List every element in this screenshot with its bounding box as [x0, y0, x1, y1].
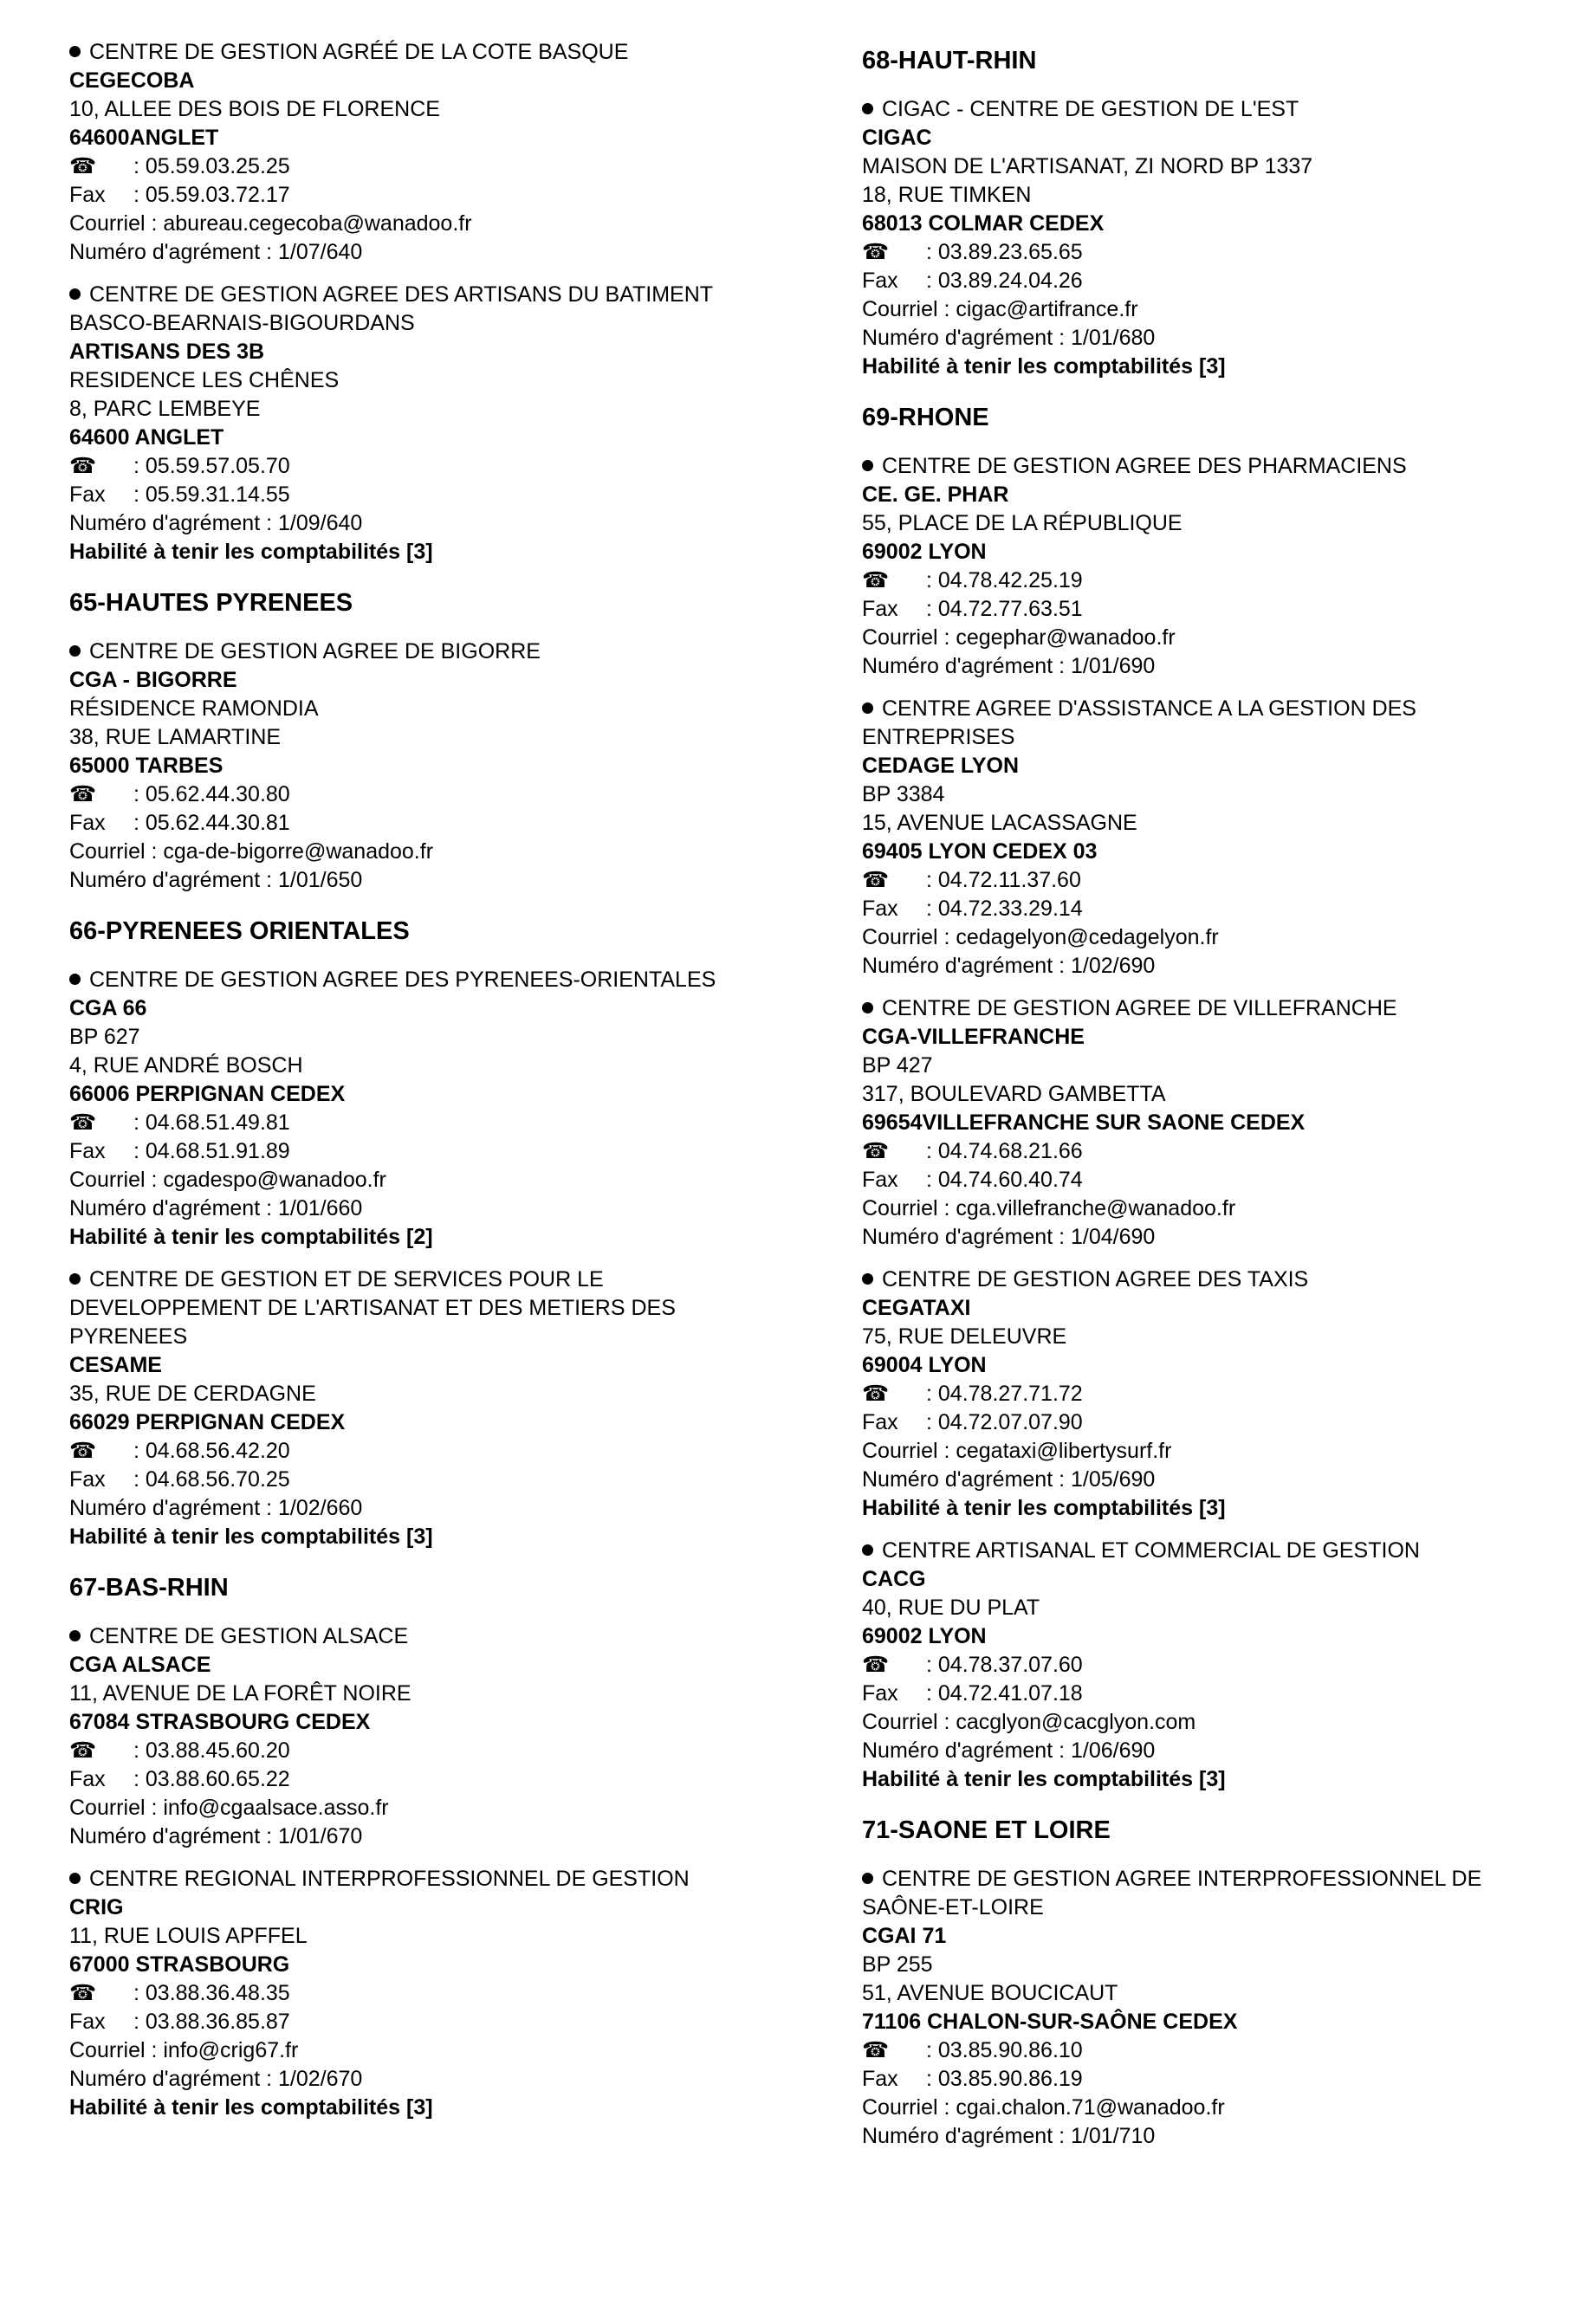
directory-entry — [69, 1622, 767, 1851]
phone-line — [69, 452, 767, 481]
bullet-icon — [69, 288, 81, 300]
fax-line — [862, 595, 1559, 624]
centre-acronym: CACG — [862, 1567, 926, 1591]
centre-acronym: CEDAGE LYON — [862, 754, 1020, 778]
fax-line — [69, 1466, 767, 1494]
phone-number: : 04.78.42.25.19 — [926, 568, 1083, 592]
fax-label: Fax — [69, 183, 106, 207]
habilitation-note: Habilité à tenir les comptabilités [3] — [862, 1496, 1226, 1520]
bullet-icon — [69, 1273, 81, 1285]
directory-entry — [862, 95, 1559, 381]
fax-number: : 04.72.77.63.51 — [926, 597, 1083, 621]
centre-acronym: CRIG — [69, 1895, 124, 1919]
fax-number: : 03.88.36.85.87 — [133, 2010, 290, 2034]
department-heading: 65-HAUTES PYRENEES — [69, 589, 353, 617]
telephone-icon: ☎ — [862, 1382, 890, 1406]
fax-line — [69, 1765, 767, 1794]
address-line: 55, PLACE DE LA RÉPUBLIQUE — [862, 511, 1183, 535]
fax-label: Fax — [69, 1467, 106, 1492]
address-line: 11, AVENUE DE LA FORÊT NOIRE — [69, 1681, 411, 1706]
centre-acronym: CGA - BIGORRE — [69, 668, 237, 692]
entry-heading — [69, 38, 767, 67]
address-line: 51, AVENUE BOUCICAUT — [862, 1981, 1118, 2005]
fax-line — [862, 267, 1559, 295]
postal-city: 67000 STRASBOURG — [69, 1952, 290, 1977]
phone-number: : 04.78.27.71.72 — [926, 1382, 1083, 1406]
directory-entry — [862, 1865, 1559, 2151]
telephone-icon: ☎ — [69, 1981, 97, 2005]
bullet-icon — [862, 1873, 873, 1884]
email-line[interactable]: Courriel : cegataxi@libertysurf.fr — [862, 1439, 1172, 1463]
entry-heading — [862, 1865, 1559, 1922]
entry-heading — [862, 452, 1559, 481]
phone-line — [69, 1109, 767, 1137]
postal-city: 64600ANGLET — [69, 126, 219, 150]
agrement-number: Numéro d'agrément : 1/01/680 — [862, 326, 1156, 350]
fax-label: Fax — [862, 897, 898, 921]
address-line: 11, RUE LOUIS APFFEL — [69, 1924, 308, 1948]
phone-number: : 03.88.36.48.35 — [133, 1981, 290, 2005]
phone-line — [862, 1380, 1559, 1408]
left-column — [69, 38, 767, 2290]
agrement-number: Numéro d'agrément : 1/06/690 — [862, 1738, 1156, 1763]
entry-heading — [69, 966, 767, 994]
entry-heading — [862, 95, 1559, 124]
entry-heading — [69, 1266, 767, 1351]
fax-number: : 05.62.44.30.81 — [133, 811, 290, 835]
directory-entry — [862, 452, 1559, 681]
phone-line — [69, 1737, 767, 1765]
phone-line — [862, 866, 1559, 895]
centre-name: CENTRE DE GESTION AGREE DE BIGORRE — [89, 639, 541, 664]
bullet-icon — [69, 974, 81, 985]
fax-label: Fax — [862, 1410, 898, 1434]
postal-city: 69654VILLEFRANCHE SUR SAONE CEDEX — [862, 1110, 1306, 1135]
bullet-icon — [862, 702, 873, 714]
phone-line — [69, 1437, 767, 1466]
phone-line — [862, 2036, 1559, 2065]
address-line: 38, RUE LAMARTINE — [69, 725, 282, 749]
email-line[interactable]: Courriel : cacglyon@cacglyon.com — [862, 1710, 1196, 1734]
agrement-number: Numéro d'agrément : 1/02/690 — [862, 954, 1156, 978]
bullet-icon — [69, 1873, 81, 1884]
phone-line — [862, 1137, 1559, 1166]
email-line[interactable]: Courriel : abureau.cegecoba@wanadoo.fr — [69, 211, 472, 236]
agrement-number: Numéro d'agrément : 1/05/690 — [862, 1467, 1156, 1492]
bullet-icon — [862, 460, 873, 471]
fax-number: : 03.89.24.04.26 — [926, 269, 1083, 293]
address-line: 4, RUE ANDRÉ BOSCH — [69, 1053, 303, 1078]
centre-acronym: CGA ALSACE — [69, 1653, 211, 1677]
email-line[interactable]: Courriel : info@crig67.fr — [69, 2038, 299, 2062]
address-line: BP 255 — [862, 1952, 933, 1977]
centre-acronym: CE. GE. PHAR — [862, 482, 1009, 507]
phone-number: : 04.72.11.37.60 — [926, 868, 1081, 892]
fax-line — [862, 895, 1559, 923]
directory-entry — [69, 1266, 767, 1551]
centre-name: CENTRE DE GESTION AGRÉÉ DE LA COTE BASQUE — [89, 40, 629, 64]
telephone-icon: ☎ — [69, 1439, 97, 1463]
postal-city: 64600 ANGLET — [69, 425, 224, 450]
directory-entry — [69, 281, 767, 566]
telephone-icon: ☎ — [862, 1653, 890, 1677]
directory-entry — [862, 1266, 1559, 1523]
address-line: 317, BOULEVARD GAMBETTA — [862, 1082, 1166, 1106]
centre-name: CENTRE DE GESTION AGREE DES TAXIS — [882, 1267, 1309, 1291]
email-line[interactable]: Courriel : cedagelyon@cedagelyon.fr — [862, 925, 1219, 949]
email-line[interactable]: Courriel : cgadespo@wanadoo.fr — [69, 1168, 386, 1192]
habilitation-note: Habilité à tenir les comptabilités [3] — [862, 354, 1226, 379]
phone-number: : 05.59.03.25.25 — [133, 154, 290, 178]
department-heading: 68-HAUT-RHIN — [862, 47, 1037, 74]
agrement-number: Numéro d'agrément : 1/07/640 — [69, 240, 363, 264]
postal-city: 66029 PERPIGNAN CEDEX — [69, 1410, 346, 1434]
telephone-icon: ☎ — [69, 154, 97, 178]
email-line[interactable]: Courriel : cigac@artifrance.fr — [862, 297, 1138, 321]
fax-label: Fax — [862, 597, 898, 621]
bullet-icon — [69, 1630, 81, 1641]
fax-line — [862, 1680, 1559, 1708]
fax-label: Fax — [69, 811, 106, 835]
fax-number: : 05.59.31.14.55 — [133, 482, 290, 507]
email-line[interactable]: Courriel : info@cgaalsace.asso.fr — [69, 1796, 389, 1820]
bullet-icon — [862, 1002, 873, 1013]
telephone-icon: ☎ — [862, 868, 890, 892]
right-column — [862, 38, 1559, 2290]
address-line: RESIDENCE LES CHÊNES — [69, 368, 340, 392]
email-line[interactable]: Courriel : cegephar@wanadoo.fr — [862, 625, 1176, 650]
phone-line — [862, 566, 1559, 595]
directory-entry — [862, 994, 1559, 1252]
directory-entry — [69, 638, 767, 895]
fax-number: : 04.72.33.29.14 — [926, 897, 1083, 921]
postal-city: 67084 STRASBOURG CEDEX — [69, 1710, 371, 1734]
fax-label: Fax — [69, 1767, 106, 1791]
fax-label: Fax — [862, 1168, 898, 1192]
centre-acronym: CGAI 71 — [862, 1924, 947, 1948]
phone-number: : 03.85.90.86.10 — [926, 2038, 1083, 2062]
phone-number: : 05.62.44.30.80 — [133, 782, 290, 806]
centre-name: CIGAC - CENTRE DE GESTION DE L'EST — [882, 97, 1299, 121]
fax-number: : 04.68.56.70.25 — [133, 1467, 290, 1492]
agrement-number: Numéro d'agrément : 1/01/650 — [69, 868, 363, 892]
address-line: 8, PARC LEMBEYE — [69, 397, 261, 421]
entry-heading — [69, 281, 767, 338]
postal-city: 69002 LYON — [862, 1624, 987, 1648]
directory-entry — [69, 966, 767, 1252]
telephone-icon: ☎ — [69, 1110, 97, 1135]
fax-line — [69, 2008, 767, 2036]
agrement-number: Numéro d'agrément : 1/01/690 — [862, 654, 1156, 678]
phone-number: : 03.89.23.65.65 — [926, 240, 1083, 264]
address-line: 35, RUE DE CERDAGNE — [69, 1382, 316, 1406]
directory-entry — [862, 695, 1559, 981]
phone-line — [862, 1651, 1559, 1680]
fax-number: : 04.72.41.07.18 — [926, 1681, 1083, 1706]
address-line: BP 627 — [69, 1025, 140, 1049]
fax-number: : 03.88.60.65.22 — [133, 1767, 290, 1791]
phone-number: : 04.74.68.21.66 — [926, 1139, 1083, 1163]
centre-name: CENTRE DE GESTION AGREE INTERPROFESSIONNEL DE SAÔNE-ET-LOIRE — [862, 1867, 1482, 1919]
agrement-number: Numéro d'agrément : 1/01/670 — [69, 1824, 363, 1848]
phone-number: : 04.68.56.42.20 — [133, 1439, 290, 1463]
agrement-number: Numéro d'agrément : 1/09/640 — [69, 511, 363, 535]
directory-entry — [69, 38, 767, 267]
fax-label: Fax — [862, 269, 898, 293]
address-line: RÉSIDENCE RAMONDIA — [69, 696, 319, 721]
habilitation-note: Habilité à tenir les comptabilités [3] — [69, 540, 433, 564]
centre-name: CENTRE DE GESTION ALSACE — [89, 1624, 409, 1648]
department-heading: 67-BAS-RHIN — [69, 1574, 229, 1602]
entry-heading — [69, 1865, 767, 1894]
fax-line — [69, 809, 767, 838]
postal-city: 69002 LYON — [862, 540, 987, 564]
habilitation-note: Habilité à tenir les comptabilités [2] — [69, 1225, 433, 1249]
address-line: BP 427 — [862, 1053, 933, 1078]
centre-acronym: CEGECOBA — [69, 68, 195, 93]
fax-number: : 05.59.03.72.17 — [133, 183, 290, 207]
centre-name: CENTRE DE GESTION ET DE SERVICES POUR LE DEVELOPPEMENT DE L'ARTISANAT ET DES METIERS DES PYRENEES — [69, 1267, 676, 1349]
agrement-number: Numéro d'agrément : 1/02/660 — [69, 1496, 363, 1520]
bullet-icon — [862, 103, 873, 114]
department-heading: 71-SAONE ET LOIRE — [862, 1816, 1111, 1844]
address-line: MAISON DE L'ARTISANAT, ZI NORD BP 1337 — [862, 154, 1313, 178]
habilitation-note: Habilité à tenir les comptabilités [3] — [862, 1767, 1226, 1791]
fax-number: : 04.72.07.07.90 — [926, 1410, 1083, 1434]
centre-name: CENTRE DE GESTION AGREE DE VILLEFRANCHE — [882, 996, 1397, 1020]
centre-name: CENTRE REGIONAL INTERPROFESSIONNEL DE GESTION — [89, 1867, 690, 1891]
postal-city: 69405 LYON CEDEX 03 — [862, 839, 1098, 864]
department-heading: 66-PYRENEES ORIENTALES — [69, 917, 410, 945]
telephone-icon: ☎ — [69, 454, 97, 478]
address-line: 75, RUE DELEUVRE — [862, 1324, 1067, 1349]
fax-line — [69, 481, 767, 509]
address-line: 18, RUE TIMKEN — [862, 183, 1032, 207]
centre-acronym: CESAME — [69, 1353, 162, 1377]
phone-number: : 04.78.37.07.60 — [926, 1653, 1083, 1677]
fax-number: : 04.68.51.91.89 — [133, 1139, 290, 1163]
habilitation-note: Habilité à tenir les comptabilités [3] — [69, 2095, 433, 2120]
address-line: 40, RUE DU PLAT — [862, 1596, 1040, 1620]
centre-acronym: ARTISANS DES 3B — [69, 340, 265, 364]
centre-acronym: CEGATAXI — [862, 1296, 971, 1320]
email-line[interactable]: Courriel : cga.villefranche@wanadoo.fr — [862, 1196, 1236, 1220]
directory-entry — [862, 1537, 1559, 1794]
postal-city: 71106 CHALON-SUR-SAÔNE CEDEX — [862, 2010, 1238, 2034]
centre-name: CENTRE DE GESTION AGREE DES ARTISANS DU BATIMENT BASCO-BEARNAIS-BIGOURDANS — [69, 282, 713, 335]
postal-city: 68013 COLMAR CEDEX — [862, 211, 1105, 236]
postal-city: 69004 LYON — [862, 1353, 987, 1377]
fax-line — [862, 1408, 1559, 1437]
fax-number: : 04.74.60.40.74 — [926, 1168, 1083, 1192]
fax-line — [69, 1137, 767, 1166]
entry-heading — [862, 1266, 1559, 1294]
agrement-number: Numéro d'agrément : 1/01/710 — [862, 2124, 1156, 2148]
centre-name: CENTRE AGREE D'ASSISTANCE A LA GESTION DES ENTREPRISES — [862, 696, 1416, 749]
centre-acronym: CGA 66 — [69, 996, 147, 1020]
agrement-number: Numéro d'agrément : 1/04/690 — [862, 1225, 1156, 1249]
email-line[interactable]: Courriel : cgai.chalon.71@wanadoo.fr — [862, 2095, 1225, 2120]
bullet-icon — [69, 46, 81, 57]
fax-label: Fax — [69, 1139, 106, 1163]
entry-heading — [862, 994, 1559, 1023]
fax-label: Fax — [862, 1681, 898, 1706]
department-heading: 69-RHONE — [862, 404, 989, 431]
agrement-number: Numéro d'agrément : 1/02/670 — [69, 2067, 363, 2091]
bullet-icon — [862, 1273, 873, 1285]
phone-number: : 04.68.51.49.81 — [133, 1110, 290, 1135]
document-page — [69, 38, 1559, 2290]
fax-line — [862, 1166, 1559, 1194]
telephone-icon: ☎ — [862, 1139, 890, 1163]
bullet-icon — [69, 645, 81, 657]
fax-label: Fax — [862, 2067, 898, 2091]
phone-number: : 03.88.45.60.20 — [133, 1738, 290, 1763]
entry-heading — [69, 638, 767, 666]
agrement-number: Numéro d'agrément : 1/01/660 — [69, 1196, 363, 1220]
centre-name: CENTRE DE GESTION AGREE DES PYRENEES-ORIENTALES — [89, 968, 716, 992]
directory-entry — [69, 1865, 767, 2122]
fax-number: : 03.85.90.86.19 — [926, 2067, 1083, 2091]
telephone-icon: ☎ — [862, 568, 890, 592]
bullet-icon — [862, 1544, 873, 1556]
address-line: 10, ALLEE DES BOIS DE FLORENCE — [69, 97, 440, 121]
address-line: 15, AVENUE LACASSAGNE — [862, 811, 1137, 835]
phone-line — [862, 238, 1559, 267]
telephone-icon: ☎ — [862, 2038, 890, 2062]
telephone-icon: ☎ — [69, 1738, 97, 1763]
phone-number: : 05.59.57.05.70 — [133, 454, 290, 478]
entry-heading — [862, 695, 1559, 752]
telephone-icon: ☎ — [862, 240, 890, 264]
fax-label: Fax — [69, 482, 106, 507]
phone-line — [69, 1979, 767, 2008]
centre-acronym: CIGAC — [862, 126, 932, 150]
telephone-icon: ☎ — [69, 782, 97, 806]
address-line: BP 3384 — [862, 782, 945, 806]
habilitation-note: Habilité à tenir les comptabilités [3] — [69, 1525, 433, 1549]
fax-line — [69, 181, 767, 210]
postal-city: 65000 TARBES — [69, 754, 224, 778]
email-line[interactable]: Courriel : cga-de-bigorre@wanadoo.fr — [69, 839, 434, 864]
fax-line — [862, 2065, 1559, 2094]
phone-line — [69, 152, 767, 181]
centre-acronym: CGA-VILLEFRANCHE — [862, 1025, 1085, 1049]
phone-line — [69, 780, 767, 809]
centre-name: CENTRE DE GESTION AGREE DES PHARMACIENS — [882, 454, 1407, 478]
entry-heading — [862, 1537, 1559, 1565]
centre-name: CENTRE ARTISANAL ET COMMERCIAL DE GESTION — [882, 1538, 1420, 1563]
entry-heading — [69, 1622, 767, 1651]
fax-label: Fax — [69, 2010, 106, 2034]
postal-city: 66006 PERPIGNAN CEDEX — [69, 1082, 346, 1106]
